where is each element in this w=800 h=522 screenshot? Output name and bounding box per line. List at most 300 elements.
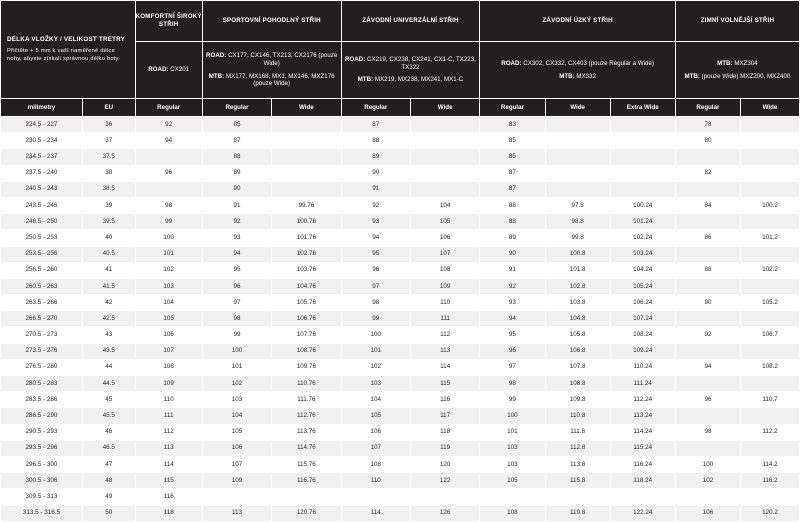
cell-size: 116.76 bbox=[272, 473, 341, 489]
cell-size: 94 bbox=[675, 359, 740, 375]
cell-size: 101.24 bbox=[610, 214, 675, 230]
cell-size bbox=[272, 489, 341, 505]
cell-size: 94 bbox=[135, 133, 202, 149]
cell-size: 93 bbox=[202, 230, 271, 246]
table-row bbox=[1, 489, 800, 505]
cell-size: 117 bbox=[410, 408, 479, 424]
table-row bbox=[1, 424, 800, 440]
cell-size: 115 bbox=[410, 376, 479, 392]
cell-size: 91 bbox=[341, 181, 410, 197]
header-instructions-cell bbox=[1, 1, 136, 99]
cell-eu: 42 bbox=[82, 295, 135, 311]
cell-size: 111.24 bbox=[610, 376, 675, 392]
cell-size: 96 bbox=[480, 343, 545, 359]
cell-size: 104.24 bbox=[610, 262, 675, 278]
cell-size bbox=[675, 489, 740, 505]
cell-size: 116 bbox=[135, 489, 202, 505]
cell-size: 112.8 bbox=[545, 440, 610, 456]
cell-size bbox=[545, 133, 610, 149]
cell-size: 96 bbox=[135, 165, 202, 181]
cell-size: 87 bbox=[341, 117, 410, 133]
cell-size: 100.76 bbox=[272, 214, 341, 230]
cell-size: 108 bbox=[480, 505, 545, 521]
cell-size: 101 bbox=[202, 359, 271, 375]
models-komfortni-road-label: ROAD: bbox=[148, 66, 169, 74]
cell-milimetry: 266.5 - 270 bbox=[1, 311, 83, 327]
cell-size: 104.8 bbox=[545, 311, 610, 327]
cell-size: 106 bbox=[341, 424, 410, 440]
cell-size bbox=[272, 117, 341, 133]
cell-size: 98.8 bbox=[545, 214, 610, 230]
cell-size: 91 bbox=[480, 262, 545, 278]
cell-size: 109.8 bbox=[545, 392, 610, 408]
cell-size bbox=[610, 133, 675, 149]
cell-size: 110.8 bbox=[545, 408, 610, 424]
cell-size: 103.24 bbox=[610, 246, 675, 262]
models-zavodni-uzky bbox=[480, 42, 676, 99]
cell-milimetry: 293.5 - 296 bbox=[1, 440, 83, 456]
cell-size: 99 bbox=[202, 327, 271, 343]
cell-size bbox=[410, 165, 479, 181]
cell-size: 108.8 bbox=[545, 376, 610, 392]
cell-size: 83 bbox=[480, 117, 545, 133]
table-row bbox=[1, 133, 800, 149]
cell-size: 105 bbox=[480, 473, 545, 489]
cell-milimetry: 256.5 - 260 bbox=[1, 262, 83, 278]
cell-size: 98 bbox=[135, 197, 202, 213]
cell-eu: 36 bbox=[82, 117, 135, 133]
cell-size: 103 bbox=[480, 456, 545, 472]
cell-size bbox=[675, 408, 740, 424]
cell-size: 100.24 bbox=[610, 197, 675, 213]
cell-size bbox=[610, 149, 675, 165]
table-row bbox=[1, 440, 800, 456]
cell-size bbox=[675, 440, 740, 456]
models-uzky-road-label: ROAD: bbox=[501, 59, 522, 67]
cell-size: 90 bbox=[675, 295, 740, 311]
cell-size: 116.2 bbox=[741, 473, 800, 489]
cell-size bbox=[272, 133, 341, 149]
cell-milimetry: 240.5 - 243 bbox=[1, 181, 83, 197]
cell-size bbox=[410, 181, 479, 197]
models-sportovni bbox=[202, 42, 341, 99]
cell-size bbox=[741, 117, 800, 133]
cell-size: 109.76 bbox=[272, 359, 341, 375]
cell-size: 103.8 bbox=[545, 295, 610, 311]
cell-size bbox=[741, 343, 800, 359]
cell-size: 90 bbox=[341, 165, 410, 181]
cell-size: 85 bbox=[202, 117, 271, 133]
cell-milimetry: 263.5 - 266 bbox=[1, 295, 83, 311]
cell-size bbox=[545, 165, 610, 181]
cell-size: 122.24 bbox=[610, 505, 675, 521]
cell-size: 106.76 bbox=[272, 311, 341, 327]
cell-size: 110.24 bbox=[610, 359, 675, 375]
cell-eu: 40 bbox=[82, 230, 135, 246]
cell-eu: 42.5 bbox=[82, 311, 135, 327]
cell-size: 108 bbox=[341, 456, 410, 472]
cell-size: 107 bbox=[202, 456, 271, 472]
cell-size: 87 bbox=[480, 165, 545, 181]
cell-size: 120.76 bbox=[272, 505, 341, 521]
cell-size: 100.8 bbox=[545, 246, 610, 262]
col-header-milimetry: milimetry bbox=[1, 99, 83, 117]
cell-size: 105.24 bbox=[610, 278, 675, 294]
cell-size: 110 bbox=[341, 473, 410, 489]
cell-size: 114 bbox=[341, 505, 410, 521]
cell-size: 105.8 bbox=[545, 327, 610, 343]
cell-size: 93 bbox=[480, 295, 545, 311]
cell-size bbox=[545, 149, 610, 165]
cell-size: 101.8 bbox=[545, 262, 610, 278]
cell-size: 85 bbox=[480, 133, 545, 149]
cell-size: 108.2 bbox=[741, 359, 800, 375]
cell-milimetry: 273.5 - 276 bbox=[1, 343, 83, 359]
cell-size: 103 bbox=[480, 440, 545, 456]
cell-size: 94 bbox=[202, 246, 271, 262]
cell-eu: 48 bbox=[82, 473, 135, 489]
col-header-uzky-extra-wide: Extra Wide bbox=[610, 99, 675, 117]
header-group-row bbox=[1, 1, 800, 42]
table-row bbox=[1, 149, 800, 165]
cell-size: 92 bbox=[341, 197, 410, 213]
cell-size: 115.76 bbox=[272, 456, 341, 472]
cell-size: 107 bbox=[410, 246, 479, 262]
cell-milimetry: 280.5 - 283 bbox=[1, 376, 83, 392]
cell-size: 111.8 bbox=[545, 424, 610, 440]
cell-size bbox=[610, 181, 675, 197]
cell-size: 112 bbox=[135, 424, 202, 440]
models-univerzalni-mtb-label: MTB: bbox=[357, 76, 374, 84]
cell-size: 94 bbox=[341, 230, 410, 246]
cell-size: 114.76 bbox=[272, 440, 341, 456]
cell-eu: 39 bbox=[82, 197, 135, 213]
cell-size: 106 bbox=[675, 505, 740, 521]
cell-size: 108 bbox=[135, 359, 202, 375]
cell-size: 80 bbox=[675, 133, 740, 149]
cell-size: 114.2 bbox=[741, 456, 800, 472]
cell-size: 102 bbox=[675, 473, 740, 489]
cell-size: 88 bbox=[202, 149, 271, 165]
cell-milimetry: 237.5 - 240 bbox=[1, 165, 83, 181]
cell-size: 114 bbox=[410, 359, 479, 375]
table-row bbox=[1, 230, 800, 246]
cell-size: 120.2 bbox=[741, 505, 800, 521]
col-header-univerzalni-wide: Wide bbox=[410, 99, 479, 117]
cell-milimetry: 296.5 - 300 bbox=[1, 456, 83, 472]
cell-size: 96 bbox=[341, 262, 410, 278]
cell-size: 99 bbox=[480, 392, 545, 408]
cell-milimetry: 270.5 - 273 bbox=[1, 327, 83, 343]
models-univerzalni-mtb-value: MX219, MX238, MX241, MX1-C bbox=[374, 76, 464, 84]
cell-size: 111 bbox=[410, 311, 479, 327]
cell-size: 109 bbox=[135, 376, 202, 392]
table-row bbox=[1, 392, 800, 408]
col-header-sportovni-regular: Regular bbox=[202, 99, 271, 117]
cell-size: 114 bbox=[135, 456, 202, 472]
cell-milimetry: 309.5 - 313 bbox=[1, 489, 83, 505]
cell-size: 102.8 bbox=[545, 278, 610, 294]
cell-size: 93 bbox=[341, 214, 410, 230]
table-row bbox=[1, 311, 800, 327]
cell-size: 104 bbox=[341, 392, 410, 408]
cell-size: 107 bbox=[135, 343, 202, 359]
cell-eu: 44 bbox=[82, 359, 135, 375]
models-univerzalni-road-label: ROAD: bbox=[344, 55, 366, 63]
cell-size bbox=[675, 278, 740, 294]
cell-milimetry: 260.5 - 263 bbox=[1, 278, 83, 294]
cell-size bbox=[741, 149, 800, 165]
cell-size: 113.24 bbox=[610, 408, 675, 424]
cell-size: 89 bbox=[341, 149, 410, 165]
cell-size: 106.7 bbox=[741, 327, 800, 343]
cell-size bbox=[675, 376, 740, 392]
cell-size bbox=[135, 181, 202, 197]
cell-size: 92 bbox=[135, 117, 202, 133]
col-header-eu: EU bbox=[82, 99, 135, 117]
cell-size: 102.2 bbox=[741, 262, 800, 278]
cell-size bbox=[675, 181, 740, 197]
cell-milimetry: 313.5 - 316.5 bbox=[1, 505, 83, 521]
cell-size: 118.24 bbox=[610, 473, 675, 489]
cell-milimetry: 276.5 - 280 bbox=[1, 359, 83, 375]
cell-size: 92 bbox=[202, 214, 271, 230]
cell-size bbox=[675, 343, 740, 359]
cell-size: 109 bbox=[410, 278, 479, 294]
table-row bbox=[1, 262, 800, 278]
header-instructions-title: DÉLKA VLOŽKY / VELIKOST TRETRY bbox=[7, 35, 126, 43]
cell-eu: 47 bbox=[82, 456, 135, 472]
cell-size bbox=[741, 278, 800, 294]
table-row bbox=[1, 473, 800, 489]
models-sportovni-mtb-label: MTB: bbox=[208, 72, 225, 80]
cell-eu: 44.5 bbox=[82, 376, 135, 392]
cell-milimetry: 224.5 - 227 bbox=[1, 117, 83, 133]
cell-size bbox=[741, 311, 800, 327]
cell-size: 100 bbox=[341, 327, 410, 343]
cell-size: 98 bbox=[202, 311, 271, 327]
cell-size: 99.8 bbox=[545, 230, 610, 246]
cell-eu: 38 bbox=[82, 165, 135, 181]
cell-size bbox=[272, 165, 341, 181]
cell-size: 101 bbox=[135, 246, 202, 262]
cell-size: 119 bbox=[410, 440, 479, 456]
cell-size: 99 bbox=[341, 311, 410, 327]
table-row bbox=[1, 376, 800, 392]
cell-size: 94 bbox=[480, 311, 545, 327]
cell-size: 100 bbox=[480, 408, 545, 424]
cell-size: 113 bbox=[202, 505, 271, 521]
cell-size: 120 bbox=[410, 456, 479, 472]
cell-size: 99 bbox=[135, 214, 202, 230]
models-komfortni bbox=[135, 42, 202, 99]
cell-size bbox=[202, 489, 271, 505]
cell-size: 105 bbox=[135, 311, 202, 327]
cell-size: 113.8 bbox=[545, 456, 610, 472]
cell-size: 101 bbox=[341, 343, 410, 359]
cell-size bbox=[480, 489, 545, 505]
col-header-uzky-regular: Regular bbox=[480, 99, 545, 117]
cell-size: 87 bbox=[202, 133, 271, 149]
table-row bbox=[1, 505, 800, 521]
cell-eu: 50 bbox=[82, 505, 135, 521]
cell-size: 88 bbox=[480, 214, 545, 230]
table-row bbox=[1, 408, 800, 424]
cell-eu: 43.5 bbox=[82, 343, 135, 359]
cell-size: 102.24 bbox=[610, 230, 675, 246]
cell-size: 105 bbox=[202, 424, 271, 440]
cell-size: 109 bbox=[202, 473, 271, 489]
cell-size bbox=[610, 489, 675, 505]
cell-size: 104 bbox=[202, 408, 271, 424]
cell-size bbox=[741, 165, 800, 181]
cell-size: 100 bbox=[202, 343, 271, 359]
cell-eu: 38.5 bbox=[82, 181, 135, 197]
cell-size: 102.76 bbox=[272, 246, 341, 262]
cell-size: 101.76 bbox=[272, 230, 341, 246]
group-header-sportovni: SPORTOVNÍ POHODLNÝ STŘIH bbox=[202, 1, 341, 42]
cell-size: 103 bbox=[135, 278, 202, 294]
cell-size: 122 bbox=[410, 473, 479, 489]
cell-size: 115 bbox=[135, 473, 202, 489]
cell-size: 112.76 bbox=[272, 408, 341, 424]
cell-size: 110 bbox=[410, 295, 479, 311]
cell-size bbox=[410, 149, 479, 165]
cell-size bbox=[675, 214, 740, 230]
cell-milimetry: 286.5 - 290 bbox=[1, 408, 83, 424]
cell-size bbox=[741, 214, 800, 230]
cell-eu: 49 bbox=[82, 489, 135, 505]
group-header-zimni: ZIMNÍ VOLNĚJŠÍ STŘIH bbox=[675, 1, 799, 42]
table-body bbox=[1, 117, 800, 522]
cell-size: 112 bbox=[410, 327, 479, 343]
cell-size: 103 bbox=[202, 392, 271, 408]
col-header-zimni-regular: Regular bbox=[675, 99, 740, 117]
cell-size: 105.76 bbox=[272, 295, 341, 311]
cell-size: 90 bbox=[202, 181, 271, 197]
cell-size: 97 bbox=[341, 278, 410, 294]
cell-milimetry: 300.5 - 306 bbox=[1, 473, 83, 489]
models-komfortni-road-value: CX201 bbox=[170, 66, 190, 74]
cell-size: 107 bbox=[341, 440, 410, 456]
cell-eu: 45.5 bbox=[82, 408, 135, 424]
cell-size: 100 bbox=[675, 456, 740, 472]
cell-size: 85 bbox=[480, 149, 545, 165]
cell-size bbox=[675, 149, 740, 165]
cell-size: 92 bbox=[675, 327, 740, 343]
cell-size: 105 bbox=[341, 408, 410, 424]
col-header-uzky-wide: Wide bbox=[545, 99, 610, 117]
models-zimni-mtb-label: MTB: bbox=[717, 59, 733, 67]
models-uzky-mtb-label: MTB: bbox=[559, 72, 575, 80]
cell-size: 99.76 bbox=[272, 197, 341, 213]
cell-size: 104.76 bbox=[272, 278, 341, 294]
cell-size: 113 bbox=[135, 440, 202, 456]
models-univerzalni-road-value: CX219, CX238, CX241, CX1-C, TX223, TX322 bbox=[367, 55, 476, 71]
cell-size bbox=[545, 181, 610, 197]
cell-size: 110.76 bbox=[272, 376, 341, 392]
models-uzky-mtb-value: MX332 bbox=[576, 72, 596, 80]
cell-size bbox=[272, 181, 341, 197]
cell-size bbox=[410, 117, 479, 133]
table-row bbox=[1, 456, 800, 472]
cell-size: 113 bbox=[410, 343, 479, 359]
models-sportovni-mtb-value: MX177, MX168, MX1, MX146, MXZ176 (pouze Wide) bbox=[225, 72, 335, 88]
cell-size: 118 bbox=[135, 505, 202, 521]
cell-size: 106.8 bbox=[545, 343, 610, 359]
cell-size: 88 bbox=[675, 262, 740, 278]
table-row bbox=[1, 117, 800, 133]
cell-size: 108.24 bbox=[610, 327, 675, 343]
header-instructions-subtitle: Přičtěte + 5 mm k vaší naměřené délce nohy, abyste získali správnou délku boty. bbox=[7, 47, 121, 62]
cell-size: 111 bbox=[135, 408, 202, 424]
cell-size bbox=[545, 489, 610, 505]
table-row bbox=[1, 181, 800, 197]
cell-eu: 43 bbox=[82, 327, 135, 343]
cell-size: 114.24 bbox=[610, 424, 675, 440]
cell-size: 115.8 bbox=[545, 473, 610, 489]
cell-size: 113.76 bbox=[272, 424, 341, 440]
cell-milimetry: 243.5 - 246 bbox=[1, 197, 83, 213]
cell-size: 95 bbox=[341, 246, 410, 262]
models-zimni-mtb-value: MXZ304 bbox=[734, 59, 758, 67]
cell-size: 102 bbox=[135, 262, 202, 278]
cell-size: 102 bbox=[202, 376, 271, 392]
cell-size: 89 bbox=[202, 165, 271, 181]
cell-size: 118 bbox=[410, 424, 479, 440]
group-header-komfortni: KOMFORTNÍ ŠIROKÝ STŘIH bbox=[135, 1, 202, 42]
cell-size: 101.2 bbox=[741, 230, 800, 246]
cell-size: 96 bbox=[202, 278, 271, 294]
models-zimni-mtb2-value: (pouze Wide) MXZ200, MXZ400 bbox=[701, 72, 791, 80]
cell-size: 106 bbox=[202, 440, 271, 456]
cell-size: 84 bbox=[675, 197, 740, 213]
cell-size bbox=[135, 149, 202, 165]
cell-eu: 40.5 bbox=[82, 246, 135, 262]
table-row bbox=[1, 327, 800, 343]
cell-size: 110 bbox=[135, 392, 202, 408]
cell-size bbox=[741, 408, 800, 424]
cell-size: 98 bbox=[341, 295, 410, 311]
cell-size: 87 bbox=[480, 181, 545, 197]
cell-eu: 46.5 bbox=[82, 440, 135, 456]
cell-size: 107.24 bbox=[610, 311, 675, 327]
cell-eu: 46 bbox=[82, 424, 135, 440]
table-row bbox=[1, 214, 800, 230]
cell-size: 97.8 bbox=[545, 197, 610, 213]
cell-size: 111.76 bbox=[272, 392, 341, 408]
cell-size bbox=[741, 181, 800, 197]
models-uzky-road-value: CX302, CX332, CX403 (pouze Regular a Wide) bbox=[523, 59, 654, 67]
cell-size: 119.8 bbox=[545, 505, 610, 521]
cell-milimetry: 253.5 - 256 bbox=[1, 246, 83, 262]
cell-size: 115.24 bbox=[610, 440, 675, 456]
cell-size bbox=[675, 311, 740, 327]
cell-size: 116.24 bbox=[610, 456, 675, 472]
group-header-zavodni-univerzalni: ZÁVODNÍ UNIVERZÁLNÍ STŘIH bbox=[341, 1, 480, 42]
cell-size: 91 bbox=[202, 197, 271, 213]
cell-size: 82 bbox=[675, 165, 740, 181]
cell-size bbox=[610, 165, 675, 181]
cell-size bbox=[741, 246, 800, 262]
cell-size: 108 bbox=[410, 262, 479, 278]
cell-size: 104 bbox=[410, 197, 479, 213]
table-row bbox=[1, 197, 800, 213]
cell-size: 107.76 bbox=[272, 327, 341, 343]
table-row bbox=[1, 343, 800, 359]
cell-size: 126 bbox=[410, 505, 479, 521]
cell-size: 112.2 bbox=[741, 424, 800, 440]
